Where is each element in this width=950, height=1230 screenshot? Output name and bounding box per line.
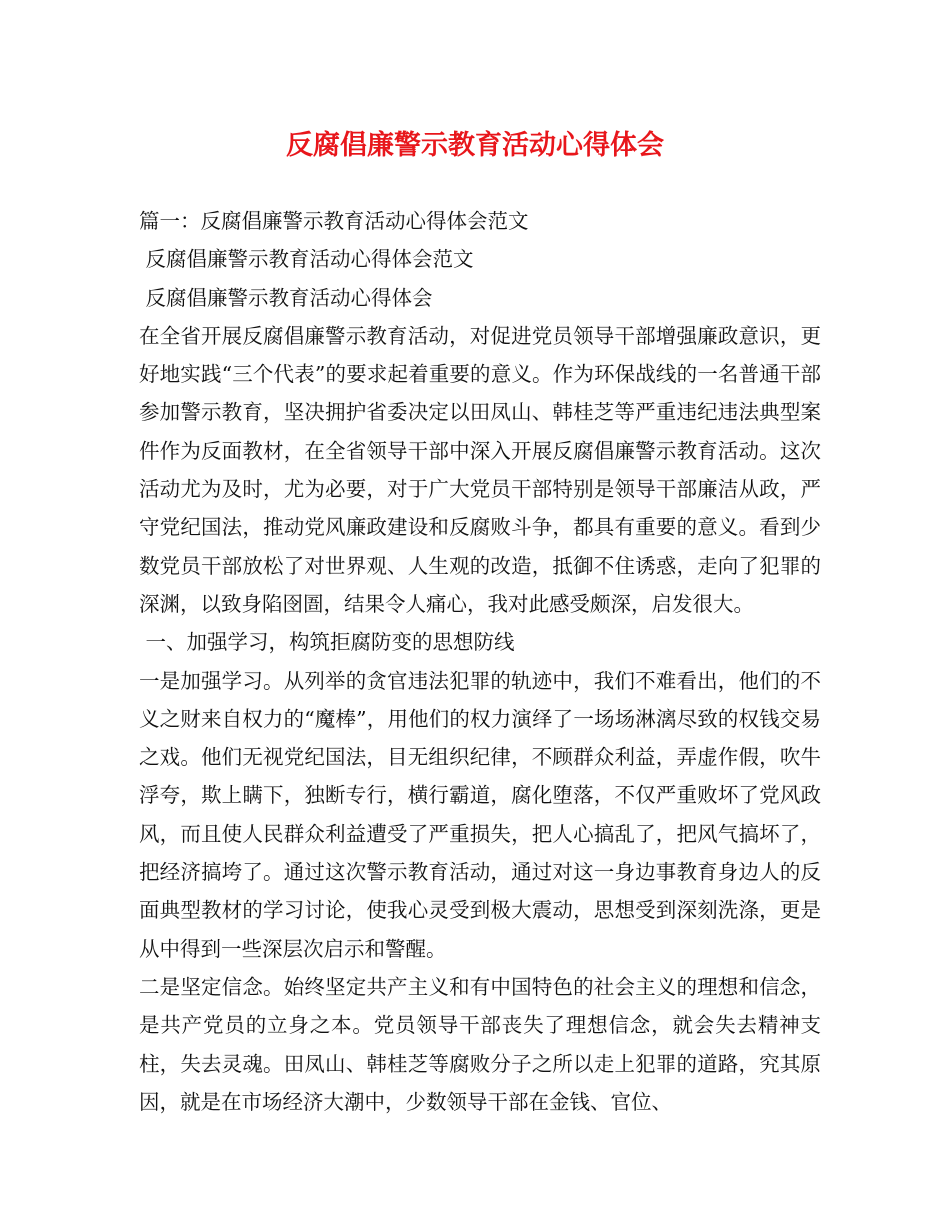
section-heading: 篇一：反腐倡廉警示教育活动心得体会范文	[139, 209, 529, 233]
section-heading: 一、加强学习，构筑拒腐防变的思想防线	[139, 630, 515, 655]
paragraph: 一是加强学习。从列举的贪官违法犯罪的轨迹中，我们不难看出，他们的不义之财来自权力的“魔棒”，用他们的权力演绎了一场场淋漓尽致的权钱交易之戏。他们无视党纪国法，目无组织纪律，不顾群众利益，弄虚作假，吹牛浮夸，欺上瞒下，独断专行，横行霸道，腐化堕落，不仅严重败坏了党风政风，而且使人民群众利益遭受了严重损失，把人心搞乱了，把风气搞坏了，把经济搞垮了。通过这次警示教育活动，通过对这一身边事教育身边人的反面典型教材的学习讨论，使我心灵受到极大震动，思想受到深刻洗涤，更是从中得到一些深层次启示和警醒。	[139, 668, 821, 961]
paragraph: 二是坚定信念。始终坚定共产主义和有中国特色的社会主义的理想和信念，是共产党员的立身之本。党员领导干部丧失了理想信念，就会失去精神支柱，失去灵魂。田凤山、韩桂芝等腐败分子之所以走上犯罪的道路，究其原因，就是在市场经济大潮中，少数领导干部在金钱、官位、	[139, 974, 821, 1114]
paragraph: 在全省开展反腐倡廉警示教育活动，对促进党员领导干部增强廉政意识，更好地实践“三个代表”的要求起着重要的意义。作为环保战线的一名普通干部参加警示教育，坚决拥护省委决定以田凤山、韩桂芝等严重违纪违法典型案件作为反面教材，在全省领导干部中深入开展反腐倡廉警示教育活动。这次活动尤为及时，尤为必要，对于广大党员干部特别是领导干部廉洁从政，严守党纪国法，推动党风廉政建设和反腐败斗争，都具有重要的意义。看到少数党员干部放松了对世界观、人生观的改造，抵御不住诱惑，走向了犯罪的深渊，以致身陷囹圄，结果令人痛心，我对此感受颇深，启发很大。	[139, 323, 821, 616]
sub-heading: 反腐倡廉警示教育活动心得体会	[139, 285, 433, 310]
sub-heading: 反腐倡廉警示教育活动心得体会范文	[139, 247, 474, 272]
document-title: 反腐倡廉警示教育活动心得体会	[286, 130, 664, 161]
document-body	[139, 202, 821, 1121]
